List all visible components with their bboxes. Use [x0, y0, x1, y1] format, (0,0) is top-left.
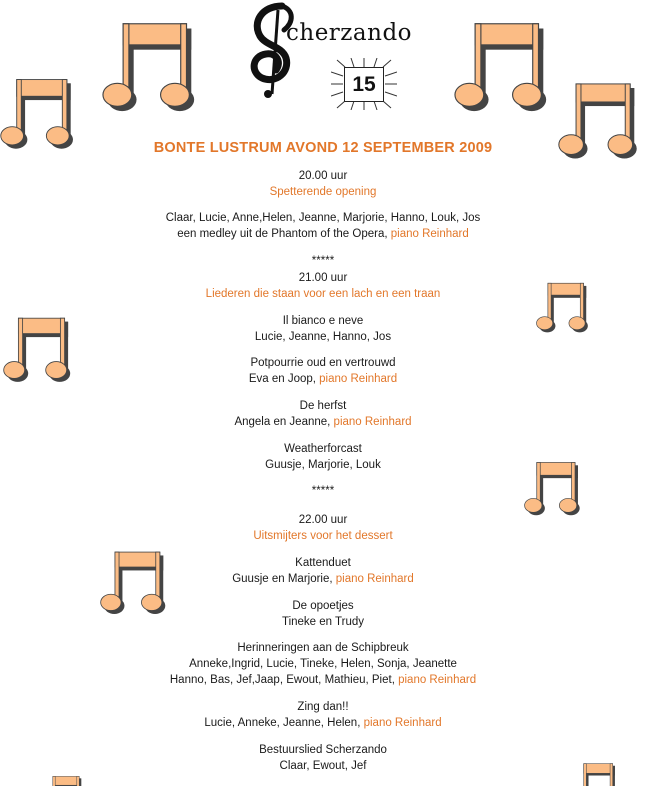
item-title: Kattenduet [295, 557, 351, 569]
section-time: 22.00 uur [298, 514, 348, 526]
program-item [0, 555, 646, 587]
performers [0, 672, 646, 688]
section-time: 21.00 uur [298, 272, 348, 284]
section-opening [0, 168, 646, 200]
piano-credit: piano Reinhard [335, 573, 414, 585]
program-item [0, 598, 646, 630]
item-title: Bestuurslied Scherzando [259, 744, 387, 756]
section-title: Spetterende opening [269, 186, 377, 198]
piano-credit: piano Reinhard [363, 717, 442, 729]
performer-names: Angela en Jeanne, [234, 416, 334, 428]
program-item [0, 699, 646, 731]
item-detail [0, 226, 646, 242]
performers [0, 715, 646, 731]
piano-credit: piano Reinhard [333, 416, 412, 428]
music-note-icon [102, 14, 198, 118]
page-title: BONTE LUSTRUM AVOND 12 SEPTEMBER 2009 [153, 140, 493, 156]
music-note-icon [44, 774, 84, 786]
item-title: Weatherforcast [284, 443, 362, 455]
item-title: een medley uit de Phantom of the Opera, [177, 228, 391, 240]
section-uitsmijters [0, 512, 646, 544]
separator: ***** [311, 485, 335, 497]
item-title: Potpourrie oud en vertrouwd [250, 357, 396, 369]
performers [0, 371, 646, 387]
logo-text: cherzando [286, 20, 413, 46]
program-item [0, 313, 646, 345]
performer-names: Hanno, Bas, Jef,Jaap, Ewout, Mathieu, Piet, [169, 674, 399, 686]
program-item [0, 398, 646, 430]
section-liederen [0, 270, 646, 302]
section-title: Uitsmijters voor het dessert [253, 530, 393, 542]
performers [0, 414, 646, 430]
section-time: 20.00 uur [298, 170, 348, 182]
badge-number: 15 [344, 67, 384, 102]
item-title: Zing dan!! [297, 701, 349, 713]
performer-names: Eva en Joop, [248, 373, 320, 385]
lustrum-badge [331, 58, 397, 110]
performers: Anneke,Ingrid, Lucie, Tineke, Helen, Sonja, Jeanette [189, 658, 457, 670]
piano-credit: piano Reinhard [398, 674, 477, 686]
performers: Claar, Lucie, Anne,Helen, Jeanne, Marjorie, Hanno, Louk, Jos [165, 212, 481, 224]
performers: Guusje, Marjorie, Louk [265, 459, 381, 471]
item-title: Il bianco e neve [282, 315, 364, 327]
piano-credit: piano Reinhard [319, 373, 398, 385]
separator: ***** [311, 255, 335, 267]
item-title: De opoetjes [292, 600, 354, 612]
performer-names: Lucie, Anneke, Jeanne, Helen, [204, 717, 364, 729]
item-title: De herfst [299, 400, 347, 412]
program-item [0, 355, 646, 387]
performers: Lucie, Jeanne, Hanno, Jos [254, 331, 392, 343]
piano-credit: piano Reinhard [390, 228, 469, 240]
performers [0, 571, 646, 587]
program-item [0, 742, 646, 774]
performers: Claar, Ewout, Jef [279, 760, 367, 772]
item-title: Herinneringen aan de Schipbreuk [237, 642, 409, 654]
program-item [0, 210, 646, 242]
treble-clef-icon [242, 0, 312, 100]
music-note-icon [454, 14, 550, 118]
section-title: Liederen die staan voor een lach en een traan [205, 288, 441, 300]
program-item [0, 441, 646, 473]
performer-names: Guusje en Marjorie, [232, 573, 336, 585]
program-item [0, 640, 646, 688]
performers: Tineke en Trudy [281, 616, 365, 628]
